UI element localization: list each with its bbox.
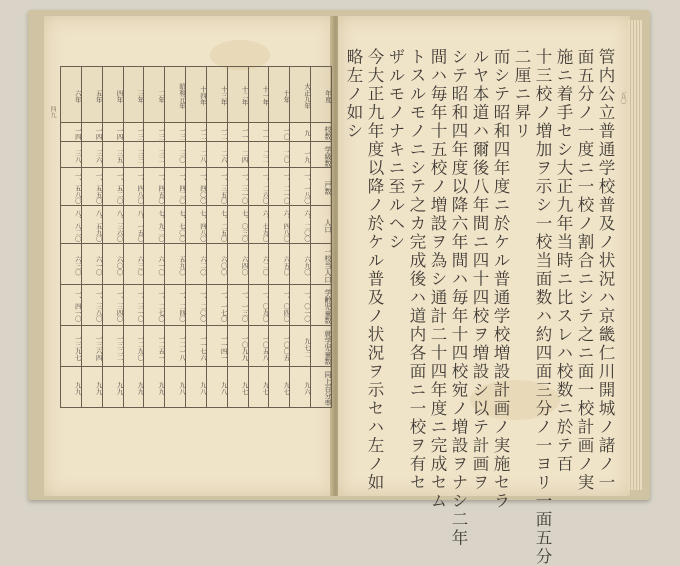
table-cell: 一、四二〇	[165, 168, 186, 206]
text-line: ルヤ本道ハ爾後八年間ニ四十四校ヲ増設シ以テ計画ヲ	[470, 48, 489, 492]
table-cell: 三二	[144, 141, 165, 167]
row-label: 就学児童数	[311, 325, 332, 366]
table-row	[61, 206, 332, 244]
right-page-number: 五〇	[619, 92, 626, 104]
table-cell: 二六	[206, 141, 227, 167]
table-cell: 一、四八〇	[123, 168, 144, 206]
text-line: シテ昭和四年度以降六年間ハ毎年十四校宛ノ増設ヲナシ二年	[449, 48, 468, 548]
table-cell: 一、二七〇	[144, 284, 165, 325]
table-cell: 一三	[165, 123, 186, 142]
text-line: ザルモノナキニ至ルヘシ	[386, 48, 405, 252]
col-header: 昭和元年	[165, 67, 186, 123]
col-header: 十一年	[248, 67, 269, 123]
table-cell: 一四	[61, 123, 82, 142]
table-cell: 一一四一	[206, 325, 227, 366]
table-cell: 一四	[102, 123, 123, 142]
table-cell: 三八	[61, 141, 82, 167]
statistics-table	[60, 66, 332, 408]
table-cell: 一、五二〇	[102, 168, 123, 206]
row-label: 学級数	[311, 141, 332, 167]
table-cell: 二二	[248, 141, 269, 167]
col-header: 大正九年	[290, 67, 311, 123]
table-cell: 一、二〇〇	[186, 284, 207, 325]
table-cell: 三〇	[165, 141, 186, 167]
row-label: 一校当人口	[311, 243, 332, 284]
text-line: 今大正九年度以降ノ於ケル普及ノ状況ヲ示セハ左ノ如	[365, 48, 384, 492]
table-cell: 七、四八〇	[186, 206, 207, 244]
table-cell: 一、一七〇	[206, 284, 227, 325]
table-cell: 一、三八〇	[81, 284, 102, 325]
table-cell: 一、〇四〇	[269, 284, 290, 325]
table-cell: 二四	[227, 141, 248, 167]
table-cell: 一一七六	[186, 325, 207, 366]
table-cell: 一、二一〇	[269, 168, 290, 206]
row-label: 人口	[311, 206, 332, 244]
text-line: 間ハ毎年十五校ノ増設ヲ為シ通計二十四年度ニ完成セム	[428, 48, 447, 511]
table-cell: 五九〇	[165, 243, 186, 284]
table-cell: 一、〇九〇	[248, 284, 269, 325]
table-cell: 一〇五八	[248, 325, 269, 366]
table-cell: 九八	[165, 366, 186, 407]
col-header: 十年	[269, 67, 290, 123]
table-cell: 一、〇一〇	[290, 284, 311, 325]
table-cell: 七、二五〇	[206, 206, 227, 244]
col-header: 二年	[144, 67, 165, 123]
row-label: 戸数	[311, 168, 332, 206]
table-cell: 六三〇	[61, 243, 82, 284]
table-row	[61, 168, 332, 206]
table-cell: 六〇〇	[206, 243, 227, 284]
table-cell: 一三六四	[81, 325, 102, 366]
table-cell: 六三〇	[123, 243, 144, 284]
text-line: 管内公立普通学校普及ノ状況ハ京畿仁川開城ノ諸ノ一	[596, 48, 615, 492]
table-cell: 六、二〇〇	[290, 206, 311, 244]
col-header: 十四年	[186, 67, 207, 123]
table-cell: 一、四一〇	[61, 284, 82, 325]
table-cell: 九八	[186, 366, 207, 407]
table-cell: 九七二	[290, 325, 311, 366]
left-page-number: 四九	[49, 106, 56, 118]
table-cell: 一一	[248, 123, 269, 142]
table-cell: 一三	[123, 123, 144, 142]
table-cell: 九九	[81, 366, 102, 407]
table-cell: 九九	[61, 366, 82, 407]
table-cell: 六〇〇	[102, 243, 123, 284]
table-cell: 六、四八〇	[269, 206, 290, 244]
col-header: 五年	[81, 67, 102, 123]
table-row	[61, 123, 332, 142]
table-cell: 一、三一〇	[123, 284, 144, 325]
text-line: 二厘ニ昇リ	[512, 48, 531, 141]
table-cell: 二〇	[269, 141, 290, 167]
table-cell: 八、一五〇	[123, 206, 144, 244]
col-header: 十三年	[206, 67, 227, 123]
row-label: 学齢児童数	[311, 284, 332, 325]
table-cell: 一二五一	[144, 325, 165, 366]
table-cell: 一〇	[269, 123, 290, 142]
table-cell: 一〇〇五	[269, 325, 290, 366]
table-cell: 一、一八〇	[290, 168, 311, 206]
table-row	[61, 284, 332, 325]
table-cell: 一、三一〇	[227, 168, 248, 206]
col-header: 六年	[61, 67, 82, 123]
table-row	[61, 325, 332, 366]
table-cell: 一一	[227, 123, 248, 142]
table-cell: 九六	[290, 366, 311, 407]
text-line: 而シテ昭和四年度ニ於ケル普通学校増設計画ノ実施セラ	[491, 48, 510, 511]
table-cell: 一、五八〇	[61, 168, 82, 206]
table-cell: 一二	[206, 123, 227, 142]
table-cell: 一三二二	[102, 325, 123, 366]
table-cell: 一九	[290, 141, 311, 167]
table-cell: 八、五九〇	[81, 206, 102, 244]
table-cell: 六四〇	[227, 243, 248, 284]
table-cell: 一二	[186, 123, 207, 142]
table-cell: 九九	[102, 366, 123, 407]
table-cell: 一、四五〇	[144, 168, 165, 206]
table-cell: 三三	[123, 141, 144, 167]
table-cell: 六二〇	[186, 243, 207, 284]
table-cell: 九九	[123, 366, 144, 407]
table-cell: 三六	[81, 141, 102, 167]
table-cell: 九七	[227, 366, 248, 407]
table-cell: 九九	[144, 366, 165, 407]
table-cell: 一、二四〇	[165, 284, 186, 325]
table-cell: 七、七〇〇	[165, 206, 186, 244]
table-cell: 六一〇	[144, 243, 165, 284]
table-cell: 六五〇	[269, 243, 290, 284]
row-label: 同上百分率	[311, 366, 332, 407]
col-header: 三年	[123, 67, 144, 123]
page-edges	[628, 20, 642, 490]
text-line: 十三校ノ増加ヲ示シ一校当面数ハ約四面三分ノ一ヨリ一面五分	[533, 48, 552, 566]
table-cell: 一〇九九	[227, 325, 248, 366]
table-cell: 一、四〇〇	[186, 168, 207, 206]
text-line: 面五分ノ一度ニ一校ノ割合ニシテ之ニ面一校計画ノ実	[575, 48, 594, 492]
table-cell: 三五	[102, 141, 123, 167]
text-line: 施ニ着手セシ大正九年当時ニ比スレハ校数ニ於テ百	[554, 48, 573, 474]
col-header: 年度	[311, 67, 332, 123]
table-cell: 一、一三〇	[227, 284, 248, 325]
col-header: 四年	[102, 67, 123, 123]
table-cell: 九七	[269, 366, 290, 407]
table-cell: 八、八二〇	[61, 206, 82, 244]
col-header: 十二年	[227, 67, 248, 123]
table-cell: 一、五五〇	[81, 168, 102, 206]
row-label: 校数	[311, 123, 332, 142]
table-cell: 七、九二〇	[144, 206, 165, 244]
table-cell: 六一〇	[81, 243, 102, 284]
table-cell: 六、七九〇	[248, 206, 269, 244]
text-line: 略左ノ如シ	[344, 48, 363, 141]
table-cell: 一三	[144, 123, 165, 142]
table-cell: 九	[290, 123, 311, 142]
table-cell: 一二一八	[165, 325, 186, 366]
table-cell: 六二〇	[248, 243, 269, 284]
table-cell: 一三九七	[61, 325, 82, 366]
table-row	[61, 141, 332, 167]
table-row	[61, 366, 332, 407]
table-cell: 一、二六〇	[248, 168, 269, 206]
table-cell: 一二九〇	[123, 325, 144, 366]
table-cell: 一、三五〇	[206, 168, 227, 206]
table-cell: 一四	[81, 123, 102, 142]
text-line: トスルモノニシテ之カ完成後ハ道内各面ニ一校ヲ有セ	[407, 48, 426, 492]
table-cell: 二八	[186, 141, 207, 167]
table-cell: 一、三四〇	[102, 284, 123, 325]
body-text	[344, 48, 616, 566]
table-cell: 八、三六〇	[102, 206, 123, 244]
table-cell: 九八	[206, 366, 227, 407]
table-cell: 六九〇	[290, 243, 311, 284]
table-cell: 七、〇三〇	[227, 206, 248, 244]
table-cell: 九七	[248, 366, 269, 407]
table-row	[61, 243, 332, 284]
